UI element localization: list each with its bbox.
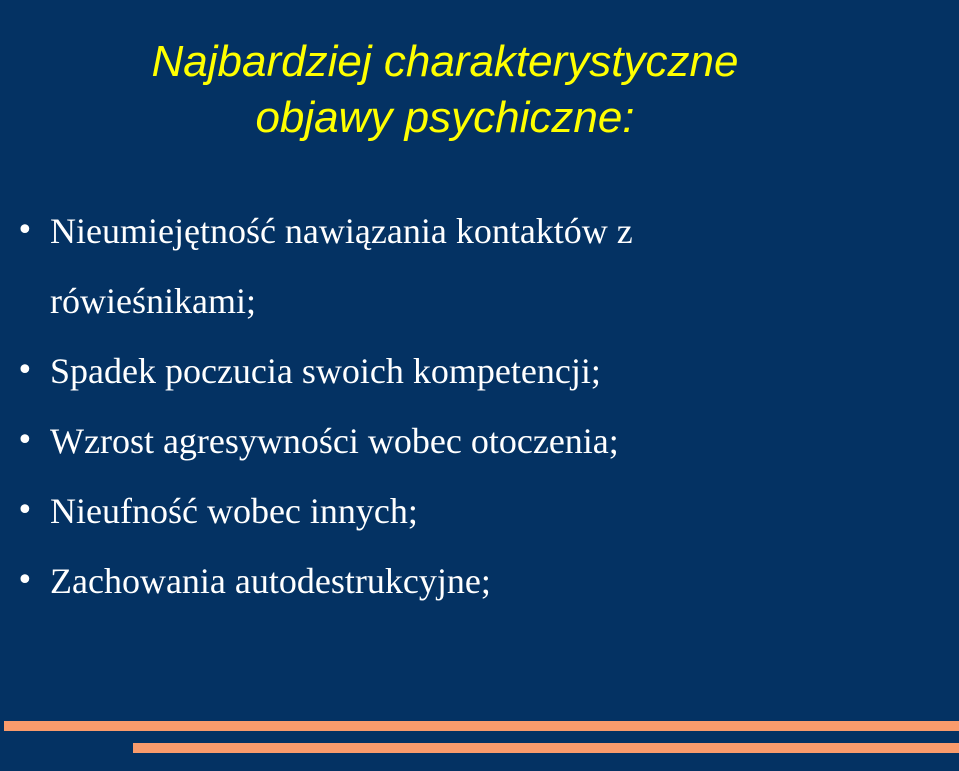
bullet-icon: • [16, 493, 34, 528]
slide-title-line-1: Najbardziej charakterystyczne [151, 37, 739, 86]
bullet-icon: • [16, 213, 34, 248]
accent-bar-bottom [133, 743, 959, 753]
list-item [16, 546, 916, 616]
list-item-text: Zachowania autodestrukcyjne; [50, 561, 491, 601]
bullet-icon: • [16, 353, 34, 388]
slide-title [0, 34, 890, 146]
bullet-icon: • [16, 563, 34, 598]
bullet-list [16, 196, 916, 616]
list-item-text: Spadek poczucia swoich kompetencji; [50, 351, 601, 391]
list-item-text: Wzrost agresywności wobec otoczenia; [50, 421, 619, 461]
list-item-text: Nieumiejętność nawiązania kontaktów z rówieśnikami; [50, 211, 633, 321]
list-item [16, 336, 916, 406]
accent-bar-top [4, 721, 959, 731]
list-item [16, 476, 916, 546]
list-item-text: Nieufność wobec innych; [50, 491, 418, 531]
list-item [16, 406, 916, 476]
list-item [16, 196, 916, 336]
slide-title-line-2: objawy psychiczne: [255, 93, 635, 142]
bullet-icon: • [16, 423, 34, 458]
